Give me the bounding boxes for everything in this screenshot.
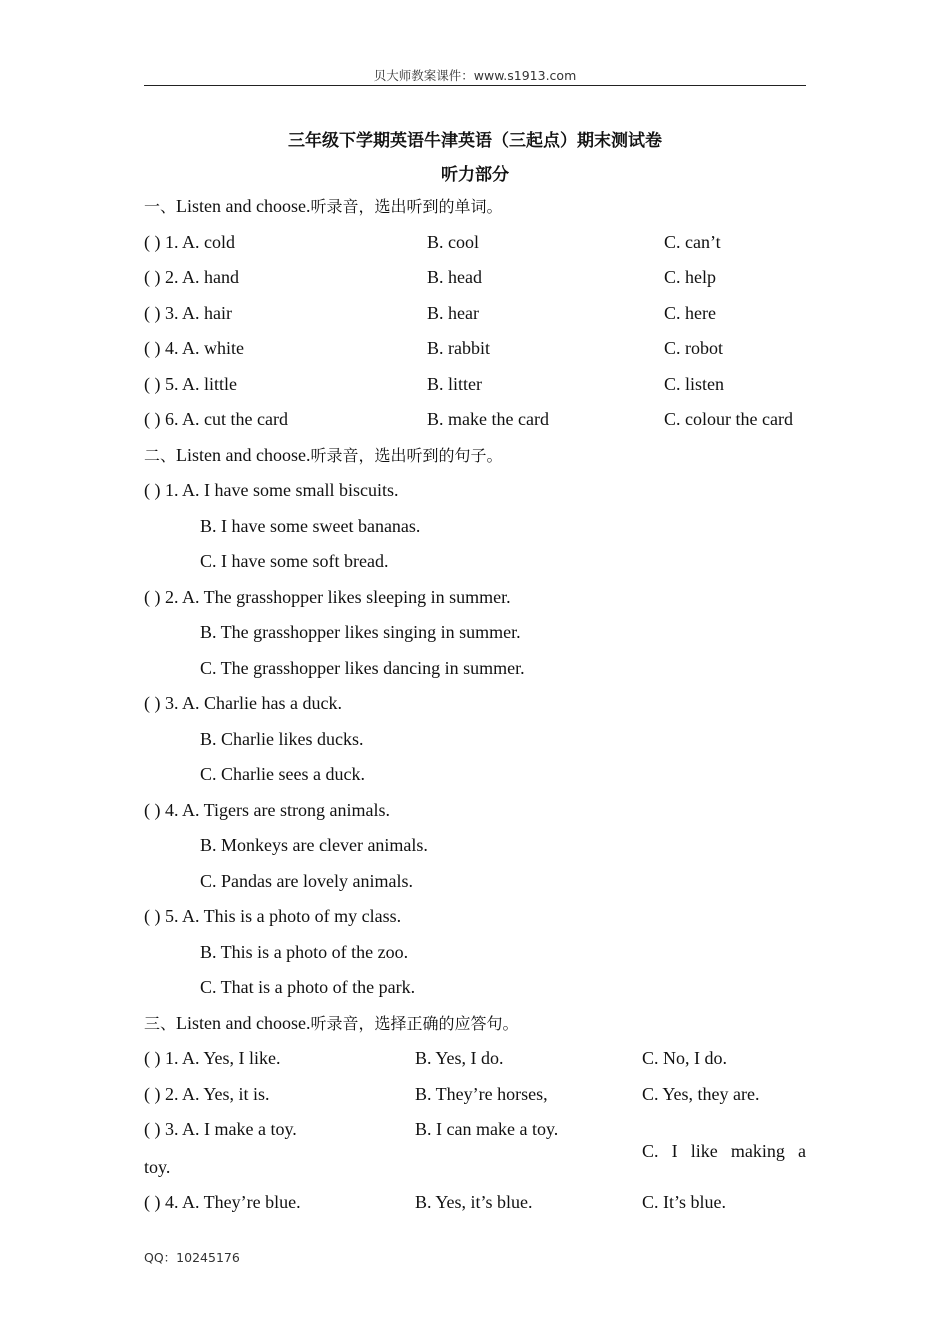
s3-q2-b: B. They’re horses,: [415, 1084, 548, 1104]
page-footer: QQ：10245176: [144, 1250, 240, 1265]
s1-q1-c: C. can’t: [664, 232, 721, 252]
s3-question-3: [144, 1118, 806, 1161]
s1-question-5: [144, 373, 725, 395]
s2-q5-a: ( ) 5. A. This is a photo of my class.: [144, 906, 402, 926]
section-2-heading: [144, 444, 503, 467]
s2-q4-b: B. Monkeys are clever animals.: [200, 835, 428, 855]
s1-q4-b: B. rabbit: [427, 338, 490, 358]
s1-question-4: [144, 337, 724, 359]
s1-q4-c: C. robot: [664, 338, 724, 358]
s3-q1-a: ( ) 1. A. Yes, I like.: [144, 1048, 281, 1068]
s2-q3-a: ( ) 3. A. Charlie has a duck.: [144, 693, 342, 713]
s3-q3-c-word: making: [730, 1141, 785, 1161]
s1-q2-b: B. head: [427, 267, 482, 287]
s1-q4-a: ( ) 4. A. white: [144, 338, 244, 358]
page-header: 贝大师教案课件：www.s1913.com: [373, 68, 577, 83]
s2-q1-a: ( ) 1. A. I have some small biscuits.: [144, 480, 399, 500]
s2-q5-c: C. That is a photo of the park.: [200, 977, 416, 997]
s1-q6-c: C. colour the card: [664, 409, 793, 429]
s3-question-2: [144, 1083, 760, 1105]
s1-q5-a: ( ) 5. A. little: [144, 374, 237, 394]
s1-q2-a: ( ) 2. A. hand: [144, 267, 239, 287]
s2-q3-c: C. Charlie sees a duck.: [200, 764, 365, 784]
section-1-heading: [144, 195, 503, 218]
s3-q3-c-word: C.: [642, 1141, 659, 1161]
s1-question-3: [144, 302, 716, 324]
header-divider: [144, 85, 806, 86]
s3-q4-a: ( ) 4. A. They’re blue.: [144, 1192, 301, 1212]
s3-q4-c: C. It’s blue.: [642, 1192, 726, 1212]
s1-q3-b: B. hear: [427, 303, 479, 323]
section-3-number: 三、: [144, 1014, 177, 1033]
section-2-number: 二、: [144, 446, 177, 465]
s3-q1-c: C. No, I do.: [642, 1048, 727, 1068]
s1-q3-c: C. here: [664, 303, 716, 323]
s2-q1-c: C. I have some soft bread.: [200, 551, 389, 571]
section-2-en: Listen and choose.: [176, 445, 311, 465]
s1-q5-b: B. litter: [427, 374, 482, 394]
section-1-number: 一、: [144, 197, 177, 216]
s2-q5-b: B. This is a photo of the zoo.: [200, 942, 409, 962]
s2-q4-a: ( ) 4. A. Tigers are strong animals.: [144, 800, 390, 820]
s3-q3-c-word: a: [797, 1141, 806, 1161]
page-title: 三年级下学期英语牛津英语（三起点）期末测试卷: [288, 131, 662, 151]
s3-question-1: [144, 1047, 727, 1069]
s1-question-1: [144, 231, 721, 253]
s3-q2-a: ( ) 2. A. Yes, it is.: [144, 1084, 270, 1104]
s3-q4-b: B. Yes, it’s blue.: [415, 1192, 533, 1212]
s3-q3-c-wrap: toy.: [144, 1157, 171, 1177]
s3-q1-b: B. Yes, I do.: [415, 1048, 504, 1068]
s3-q3-c-word: I: [671, 1141, 678, 1161]
s3-q3-c-word: like: [690, 1141, 718, 1161]
section-1-en: Listen and choose.: [176, 196, 311, 216]
section-3-cn: 听录音，选择正确的应答句。: [310, 1014, 519, 1033]
s1-question-2: [144, 266, 716, 288]
s2-q2-a: ( ) 2. A. The grasshopper likes sleeping in summer.: [144, 587, 511, 607]
s2-q3-b: B. Charlie likes ducks.: [200, 729, 364, 749]
section-3-en: Listen and choose.: [176, 1013, 311, 1033]
s3-q3-a: ( ) 3. A. I make a toy.: [144, 1119, 297, 1139]
s1-q6-a: ( ) 6. A. cut the card: [144, 409, 288, 429]
s3-question-4: [144, 1191, 726, 1213]
s1-q5-c: C. listen: [664, 374, 725, 394]
s1-q2-c: C. help: [664, 267, 716, 287]
s1-q1-b: B. cool: [427, 232, 479, 252]
section-1-cn: 听录音，选出听到的单词。: [310, 197, 503, 216]
s1-q3-a: ( ) 3. A. hair: [144, 303, 232, 323]
s3-q3-c: [642, 1140, 806, 1162]
s1-question-6: [144, 408, 793, 430]
s3-q3-b: B. I can make a toy.: [415, 1119, 559, 1139]
s1-q6-b: B. make the card: [427, 409, 549, 429]
section-3-heading: [144, 1012, 519, 1035]
s2-q2-b: B. The grasshopper likes singing in summer.: [200, 622, 521, 642]
section-2-cn: 听录音，选出听到的句子。: [310, 446, 503, 465]
s1-q1-a: ( ) 1. A. cold: [144, 232, 235, 252]
s3-q2-c: C. Yes, they are.: [642, 1084, 760, 1104]
page-subtitle: 听力部分: [441, 165, 509, 185]
s2-q2-c: C. The grasshopper likes dancing in summer.: [200, 658, 525, 678]
s2-q4-c: C. Pandas are lovely animals.: [200, 871, 413, 891]
s2-q1-b: B. I have some sweet bananas.: [200, 516, 421, 536]
